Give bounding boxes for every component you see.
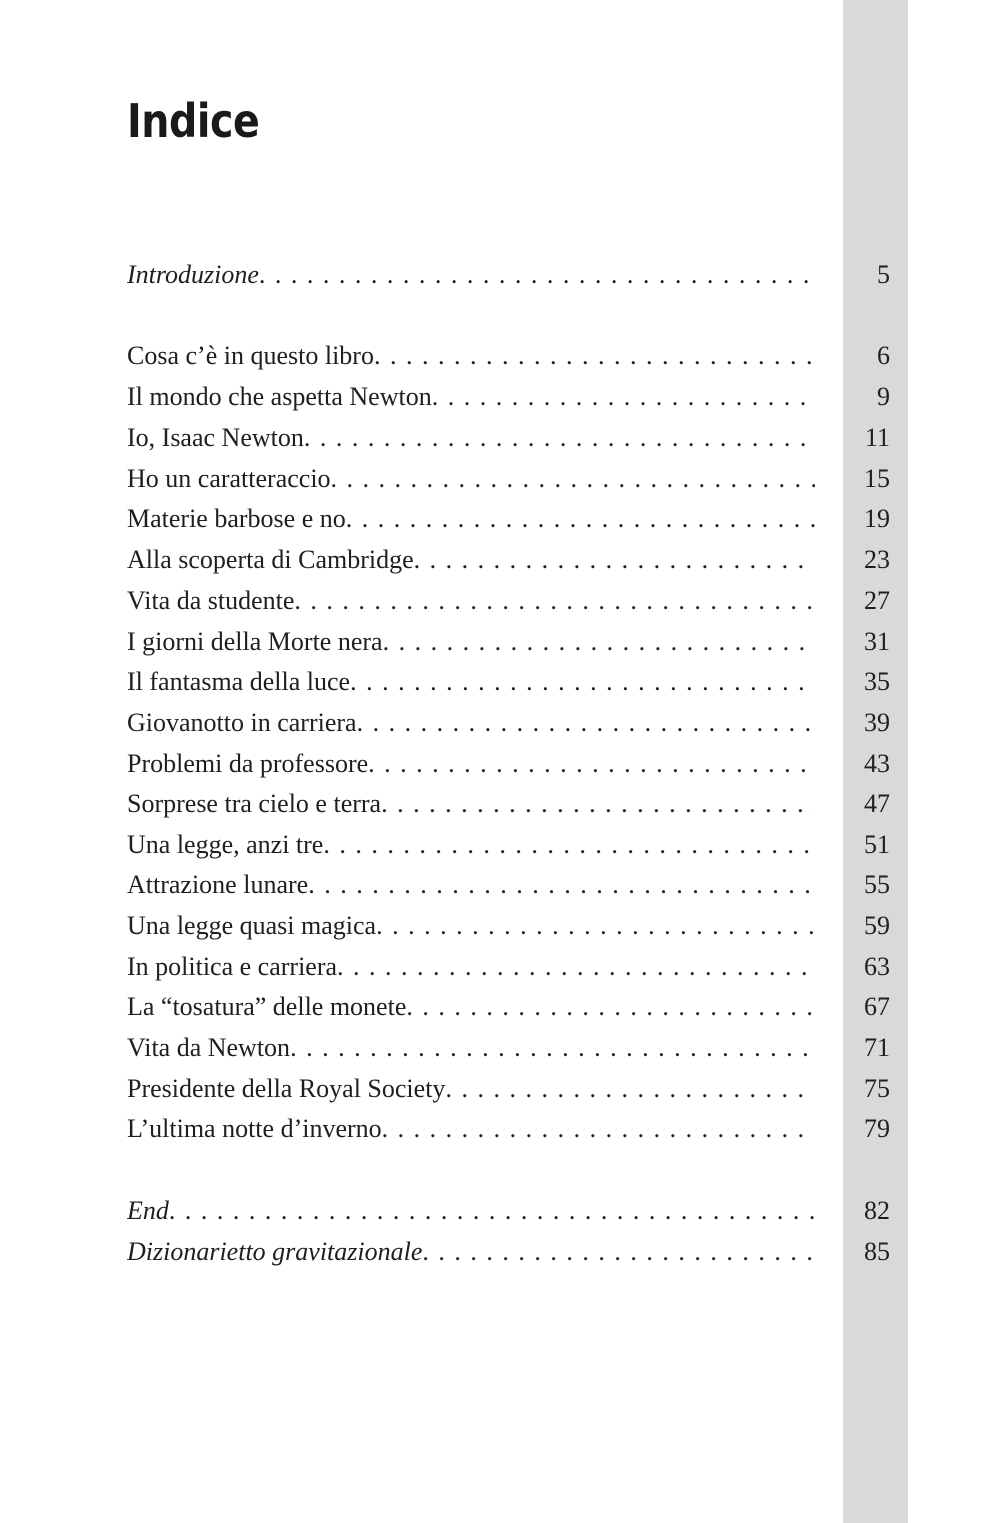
toc-entry-page: 75: [864, 1074, 890, 1103]
toc-entry-io-isaac[interactable]: [127, 420, 890, 456]
table-of-contents: [127, 0, 890, 1523]
toc-entry-page: 51: [864, 830, 890, 859]
toc-entry-label: End: [127, 1196, 169, 1225]
toc-entry-page: 82: [864, 1196, 890, 1225]
toc-entry-page: 6: [877, 341, 890, 370]
toc-entry-page: 59: [864, 911, 890, 940]
toc-entry-sorprese[interactable]: [127, 786, 890, 822]
toc-entry-introduzione[interactable]: [127, 257, 890, 293]
toc-entry-label: Ho un caratteraccio: [127, 464, 331, 493]
toc-entry-label: Materie barbose e no: [127, 504, 346, 533]
toc-entry-page: 55: [864, 870, 890, 899]
toc-entry-vita-newton[interactable]: [127, 1030, 890, 1066]
toc-entry-materie[interactable]: [127, 501, 890, 537]
toc-entry-legge-magica[interactable]: [127, 908, 890, 944]
toc-entry-page: 15: [864, 464, 890, 493]
toc-entry-label: Giovanotto in carriera: [127, 708, 357, 737]
toc-entry-label: Il fantasma della luce: [127, 667, 351, 696]
toc-entry-label: L’ultima notte d’inverno: [127, 1114, 382, 1143]
toc-entry-page: 85: [864, 1237, 890, 1266]
toc-entry-caratteraccio[interactable]: [127, 461, 890, 497]
toc-entry-page: 71: [864, 1033, 890, 1062]
toc-entry-problemi[interactable]: [127, 746, 890, 782]
toc-entry-page: 23: [864, 545, 890, 574]
page-title: Indice: [127, 94, 260, 148]
toc-entry-label: I giorni della Morte nera: [127, 627, 383, 656]
toc-entry-page: 43: [864, 749, 890, 778]
toc-entry-label: Alla scoperta di Cambridge: [127, 545, 414, 574]
toc-entry-label: Dizionarietto gravitazionale: [127, 1237, 423, 1266]
toc-entry-label: In politica e carriera: [127, 952, 338, 981]
toc-entry-label: Problemi da professore: [127, 749, 369, 778]
toc-entry-label: Cosa c’è in questo libro: [127, 341, 374, 370]
toc-entry-attrazione[interactable]: [127, 867, 890, 903]
toc-entry-label: Una legge quasi magica: [127, 911, 377, 940]
toc-entry-page: 19: [864, 504, 890, 533]
toc-entry-end[interactable]: [127, 1193, 890, 1229]
toc-entry-morte-nera[interactable]: [127, 624, 890, 660]
toc-entry-label: Il mondo che aspetta Newton: [127, 382, 432, 411]
toc-entry-label: Io, Isaac Newton: [127, 423, 304, 452]
toc-entry-label: Attrazione lunare: [127, 870, 309, 899]
toc-entry-studente[interactable]: [127, 583, 890, 619]
toc-entry-mondo[interactable]: [127, 379, 890, 415]
toc-entry-label: Vita da studente: [127, 586, 295, 615]
toc-entry-tosatura[interactable]: [127, 989, 890, 1025]
toc-entry-ultima-notte[interactable]: [127, 1111, 890, 1147]
toc-entry-politica[interactable]: [127, 949, 890, 985]
toc-entry-label: Vita da Newton: [127, 1033, 291, 1062]
toc-entry-label: La “tosatura” delle monete: [127, 992, 407, 1021]
toc-entry-label: Introduzione: [127, 260, 259, 289]
toc-entry-dizionarietto[interactable]: [127, 1234, 890, 1270]
toc-entry-page: 27: [864, 586, 890, 615]
toc-entry-label: Sorprese tra cielo e terra: [127, 789, 382, 818]
toc-entry-page: 67: [864, 992, 890, 1021]
toc-entry-legge-tre[interactable]: [127, 827, 890, 863]
toc-entry-royal-society[interactable]: [127, 1071, 890, 1107]
toc-entry-page: 63: [864, 952, 890, 981]
toc-entry-label: Presidente della Royal Society: [127, 1074, 446, 1103]
toc-entry-page: 11: [864, 423, 890, 452]
toc-entry-label: Una legge, anzi tre: [127, 830, 324, 859]
toc-entry-cosa-ce[interactable]: [127, 338, 890, 374]
toc-entry-page: 35: [864, 667, 890, 696]
toc-entry-page: 9: [877, 382, 890, 411]
toc-entry-page: 5: [877, 260, 890, 289]
toc-entry-fantasma[interactable]: [127, 664, 890, 700]
toc-entry-page: 39: [864, 708, 890, 737]
toc-entry-page: 79: [864, 1114, 890, 1143]
toc-entry-page: 31: [864, 627, 890, 656]
toc-entry-giovanotto[interactable]: [127, 705, 890, 741]
toc-entry-cambridge[interactable]: [127, 542, 890, 578]
toc-entry-page: 47: [864, 789, 890, 818]
